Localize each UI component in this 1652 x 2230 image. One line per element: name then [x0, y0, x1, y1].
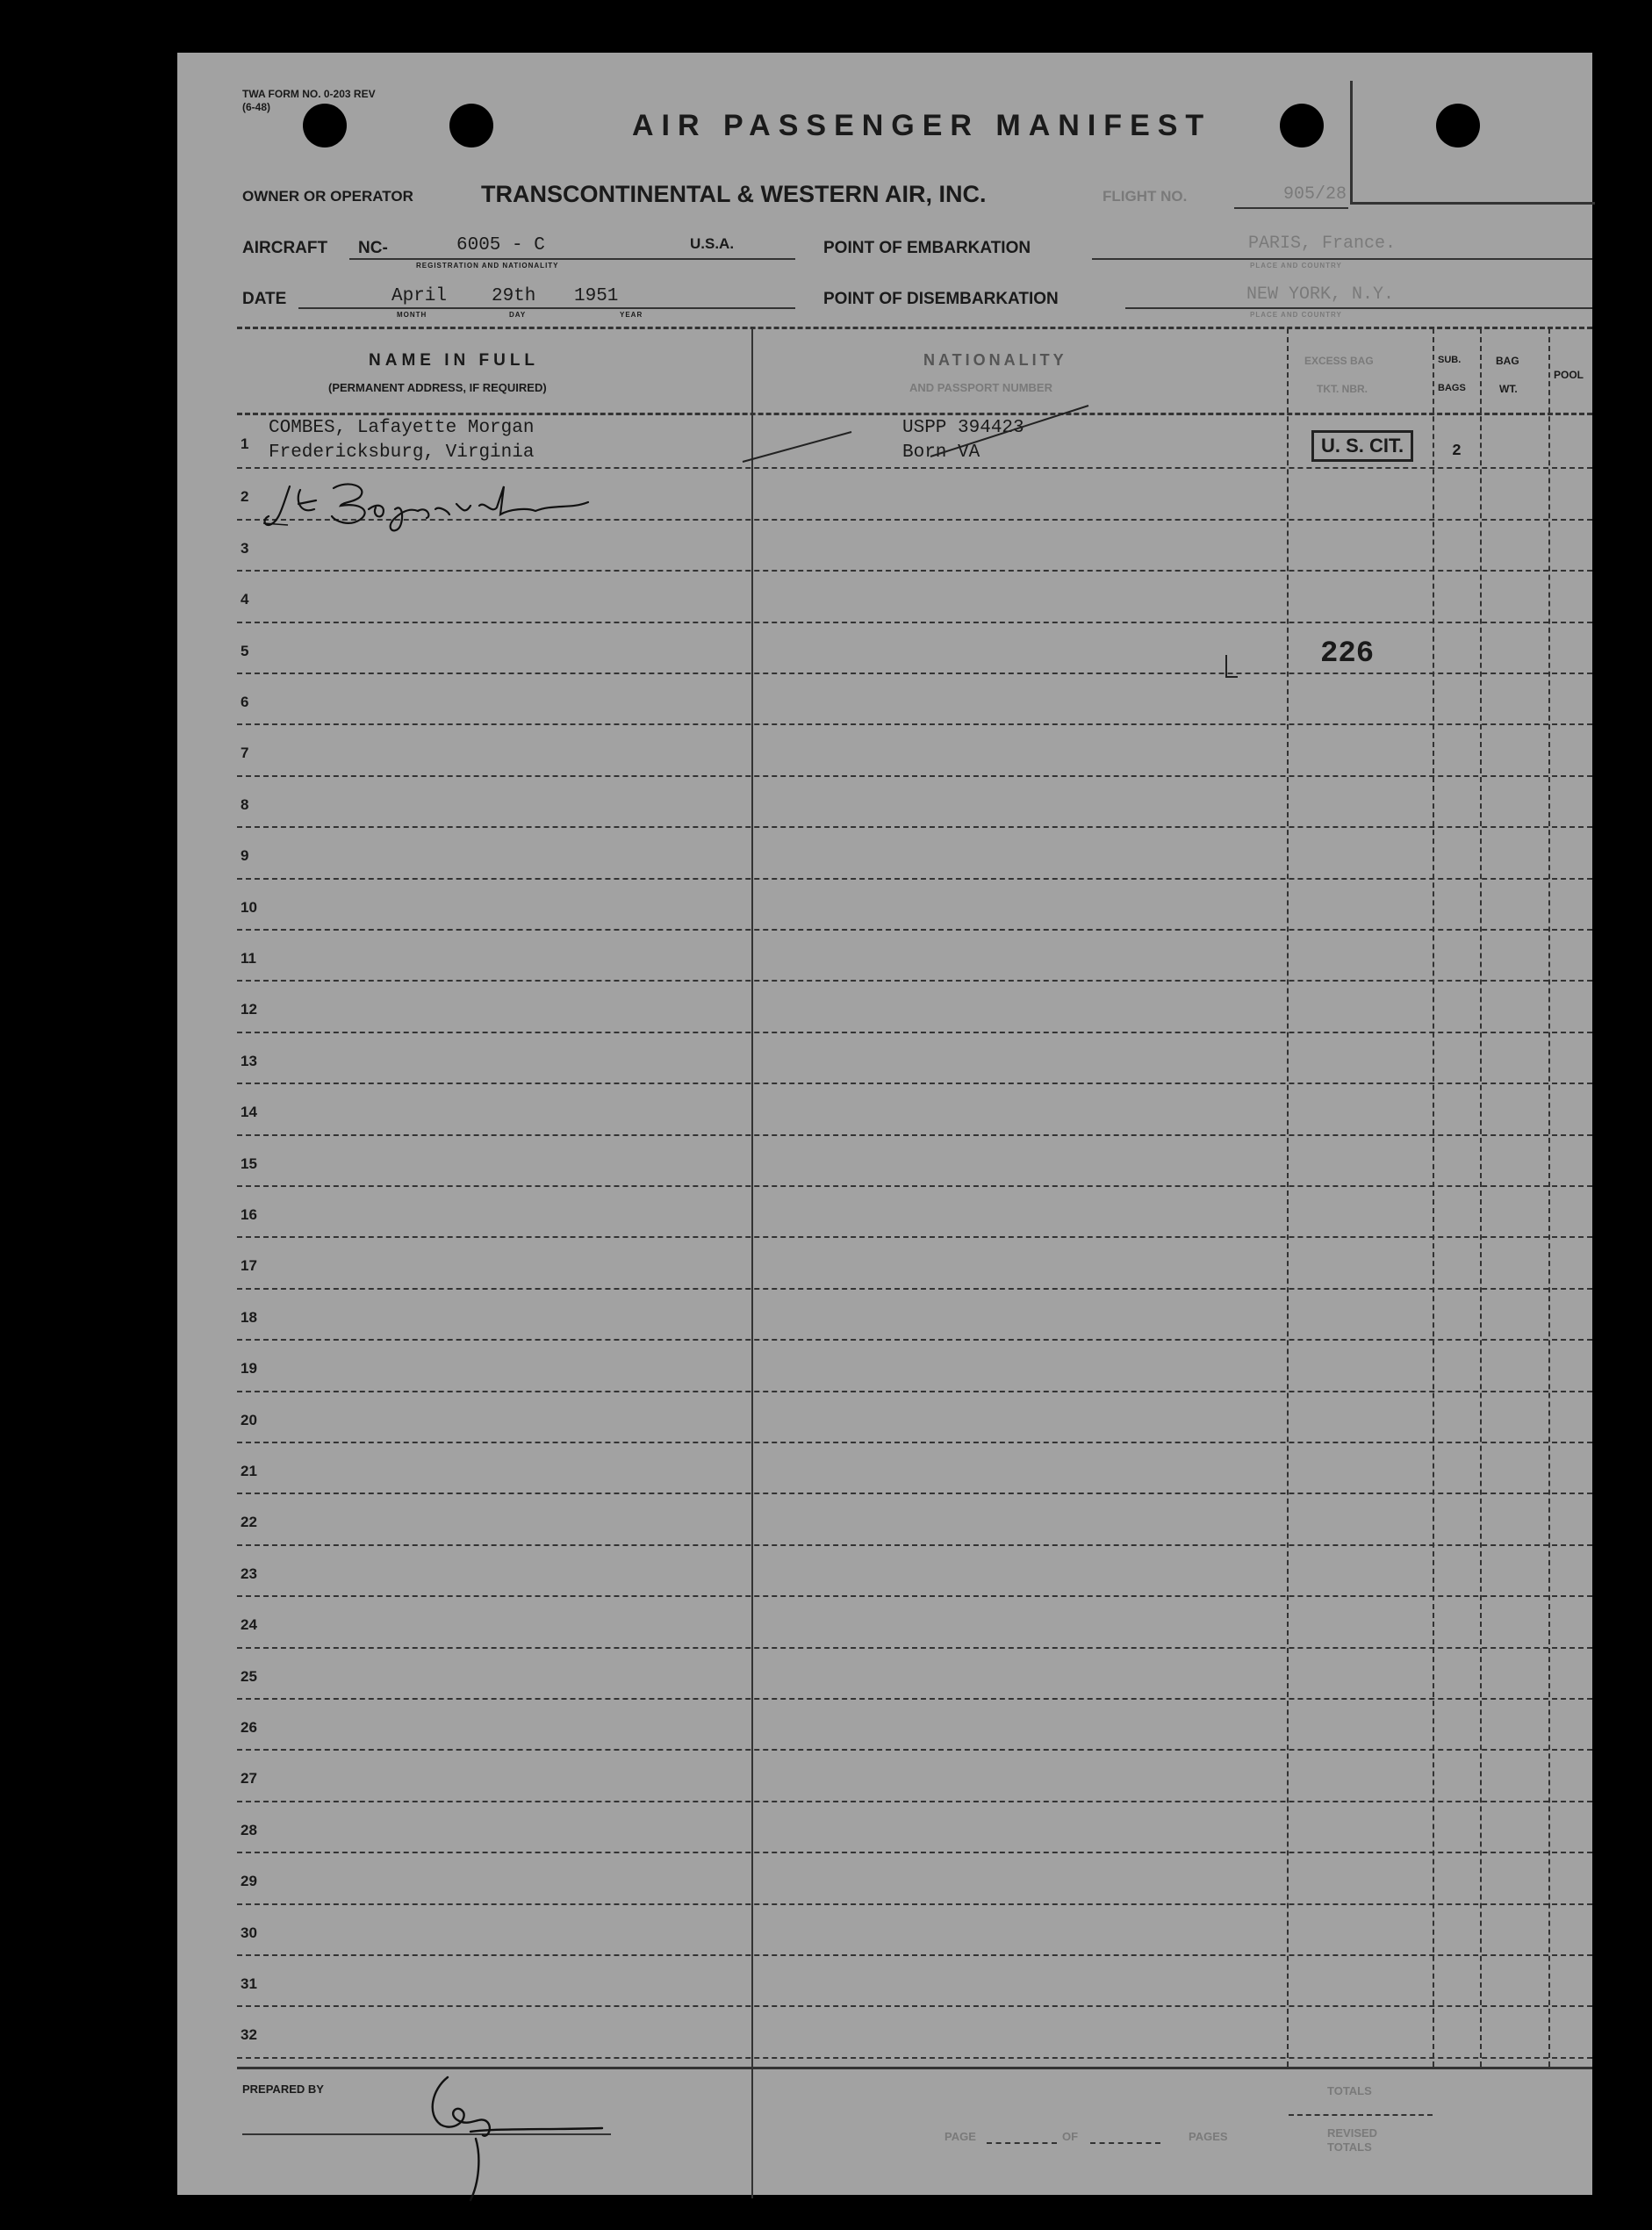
row-rule: [237, 723, 1592, 725]
row-number: 12: [241, 1001, 257, 1018]
row-number: 9: [241, 847, 249, 864]
year-sublabel: YEAR: [620, 311, 643, 319]
punch-hole: [1280, 104, 1324, 147]
row-rule: [237, 1749, 1592, 1751]
row-rule: [237, 1698, 1592, 1700]
row-rule: [237, 1493, 1592, 1494]
row-rule: [237, 1903, 1592, 1905]
date-day: 29th: [492, 286, 536, 306]
flight-label: FLIGHT NO.: [1103, 188, 1188, 205]
col-header-nationality: NATIONALITY: [923, 351, 1067, 369]
row-rule: [237, 1544, 1592, 1546]
row-number: 18: [241, 1309, 257, 1326]
month-sublabel: MONTH: [397, 311, 427, 319]
row-rule: [237, 1647, 1592, 1649]
row-number: 19: [241, 1360, 257, 1377]
operator-name: TRANSCONTINENTAL & WESTERN AIR, INC.: [481, 181, 987, 207]
form-number: TWA FORM NO. 0-203 REV (6-48): [242, 88, 376, 113]
disembark-label: POINT OF DISEMBARKATION: [823, 290, 1059, 308]
flight-number: 905/28: [1283, 184, 1347, 205]
page-title: AIR PASSENGER MANIFEST: [632, 109, 1212, 142]
nationality-note: Born VA: [902, 442, 980, 463]
row-rule: [237, 1083, 1592, 1084]
row-number: 30: [241, 1924, 257, 1941]
corner-box: [1350, 81, 1595, 205]
pen-strikes: [729, 400, 1124, 479]
row-number: 5: [241, 643, 249, 659]
aircraft-prefix: NC-: [358, 239, 388, 257]
date-label: DATE: [242, 290, 287, 308]
owner-label: OWNER OR OPERATOR: [242, 188, 413, 205]
citizen-stamp: U. S. CIT.: [1311, 430, 1413, 462]
row-number: 21: [241, 1463, 257, 1479]
aircraft-sublabel: REGISTRATION AND NATIONALITY: [416, 262, 559, 270]
row-number: 7: [241, 745, 249, 761]
row-rule: [237, 1595, 1592, 1597]
prepared-by-signature: [418, 2051, 628, 2218]
row-number: 4: [241, 591, 249, 608]
col-header-name: NAME IN FULL: [369, 351, 540, 370]
row-number: 24: [241, 1616, 257, 1633]
row-number: 17: [241, 1257, 257, 1274]
row-number: 26: [241, 1719, 257, 1736]
row-rule: [237, 1288, 1592, 1290]
row-number: 8: [241, 796, 249, 813]
row-number: 13: [241, 1053, 257, 1069]
passenger-address: Fredericksburg, Virginia: [269, 442, 535, 463]
row-number: 14: [241, 1104, 257, 1120]
row-number: 23: [241, 1565, 257, 1582]
row-rule: [237, 1185, 1592, 1187]
row-rule: [237, 570, 1592, 572]
aircraft-country: U.S.A.: [690, 235, 735, 252]
row-number: 15: [241, 1155, 257, 1172]
date-year: 1951: [574, 286, 619, 306]
embark-value: PARIS, France.: [1248, 234, 1397, 254]
of-label: OF: [1062, 2130, 1079, 2143]
col-subheader-excess-bag: TKT. NBR.: [1317, 383, 1368, 395]
pages-label: PAGES: [1189, 2130, 1228, 2143]
row-rule: [237, 1032, 1592, 1033]
row-rule: [237, 878, 1592, 880]
handwritten-initials: [263, 471, 606, 541]
row-number: 1: [241, 435, 249, 452]
punch-hole: [449, 104, 493, 147]
row-rule: [237, 826, 1592, 828]
row-number: 2: [241, 488, 249, 505]
col-header-excess-bag: EXCESS BAG: [1304, 355, 1374, 367]
row-number: 29: [241, 1873, 257, 1889]
disembark-sublabel: PLACE AND COUNTRY: [1250, 311, 1342, 319]
col-header-pool: POOL: [1554, 369, 1584, 381]
page-label: PAGE: [945, 2130, 976, 2143]
revised-label: REVISED: [1327, 2126, 1378, 2140]
row-number: 32: [241, 2026, 257, 2043]
col-header-bag-wt-2: WT.: [1499, 383, 1518, 395]
passenger-name: COMBES, Lafayette Morgan: [269, 418, 535, 438]
row-number: 20: [241, 1412, 257, 1428]
row-number: 31: [241, 1975, 257, 1992]
row-number: 22: [241, 1514, 257, 1530]
row-number: 10: [241, 899, 257, 916]
passport-number: USPP 394423: [902, 418, 1024, 438]
row-rule: [237, 980, 1592, 982]
bags-count: 2: [1452, 442, 1462, 460]
aircraft-number: 6005 - C: [456, 235, 545, 255]
row-rule: [237, 775, 1592, 777]
row-number: 27: [241, 1770, 257, 1787]
manifest-sheet: [177, 53, 1592, 2195]
row-rule: [237, 673, 1592, 674]
aircraft-label: AIRCRAFT: [242, 239, 328, 257]
col-header-bags-2: BAGS: [1438, 383, 1466, 393]
row-rule: [237, 1852, 1592, 1853]
row-rule: [237, 1391, 1592, 1392]
row-rule: [237, 929, 1592, 931]
row-rule: [237, 1134, 1592, 1136]
row-number: 11: [241, 950, 256, 967]
row-rule: [237, 1339, 1592, 1341]
row-rule: [237, 1442, 1592, 1443]
col-subheader-nationality: AND PASSPORT NUMBER: [909, 381, 1052, 394]
embark-label: POINT OF EMBARKATION: [823, 239, 1031, 257]
prepared-by-label: PREPARED BY: [242, 2083, 324, 2096]
col-subheader-name: (PERMANENT ADDRESS, IF REQUIRED): [328, 381, 547, 394]
row-rule: [237, 1954, 1592, 1956]
col-header-bag-wt-1: BAG: [1496, 355, 1519, 367]
totals-label: TOTALS: [1327, 2084, 1372, 2097]
row-rule: [237, 1236, 1592, 1238]
row-number: 6: [241, 694, 249, 710]
row-number: 16: [241, 1206, 257, 1223]
day-sublabel: DAY: [509, 311, 527, 319]
col-header-bags-1: SUB.: [1438, 355, 1462, 365]
date-month: April: [391, 286, 448, 306]
embark-sublabel: PLACE AND COUNTRY: [1250, 262, 1342, 270]
disembark-value: NEW YORK, N.Y.: [1246, 284, 1395, 305]
revised-totals-label: TOTALS: [1327, 2140, 1372, 2154]
row-number: 3: [241, 540, 249, 557]
row-rule: [237, 2005, 1592, 2007]
row-rule: [237, 622, 1592, 623]
row-number: 25: [241, 1668, 257, 1685]
row-number: 28: [241, 1822, 257, 1838]
row-rule: [237, 1801, 1592, 1802]
margin-number: 226: [1320, 637, 1375, 671]
